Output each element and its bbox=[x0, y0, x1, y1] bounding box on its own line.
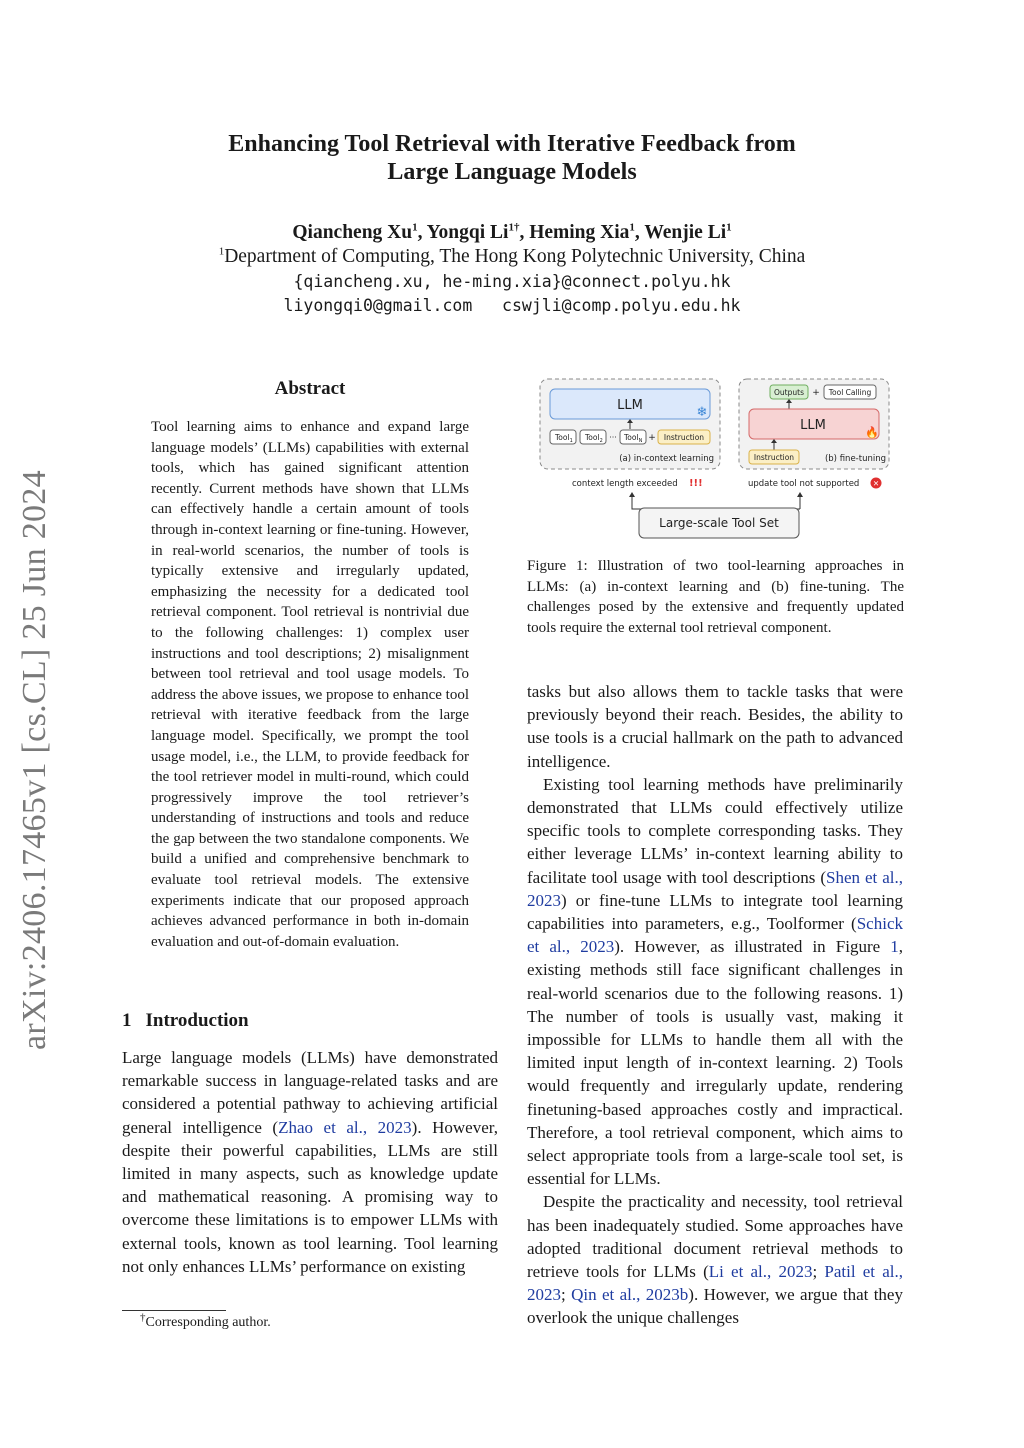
citation-link[interactable]: Schick et al., 2023 bbox=[527, 914, 903, 957]
figure-ref-link[interactable]: 1 bbox=[890, 937, 899, 957]
citation-link[interactable]: Patil et al., 2023 bbox=[527, 1262, 903, 1305]
outputs-label: Outputs bbox=[774, 388, 804, 397]
panel-a-caption: (a) in-context learning bbox=[619, 454, 714, 464]
affiliation bbox=[0, 246, 1024, 268]
title-line-1: Enhancing Tool Retrieval with Iterative Feedback from bbox=[228, 131, 796, 157]
connector-line bbox=[632, 494, 719, 509]
figure-1-caption: Figure 1: Illustration of two tool-learning approaches in LLMs: (a) in-context learning and (b) fine-tuning. The challenges posed by the extensive and frequently updated tools require the external tool retrieval component. bbox=[527, 558, 904, 636]
intro-paragraph-1 bbox=[122, 1046, 498, 1278]
email-line-1: {qiancheng.xu, he-ming.xia}@connect.polyu.hk bbox=[293, 272, 731, 291]
abstract-heading: Abstract bbox=[274, 378, 346, 399]
update-not-supported-label: update tool not supported bbox=[748, 479, 860, 489]
alert-icon: !!! bbox=[689, 478, 703, 489]
affiliation-text: Department of Computing, The Hong Kong Polytechnic University, China bbox=[224, 246, 806, 267]
arrow-head bbox=[629, 492, 635, 497]
author-affil-mark: 1 bbox=[629, 221, 635, 234]
footnote-mark: † bbox=[140, 1311, 146, 1324]
context-exceeded-label: context length exceeded bbox=[572, 479, 678, 489]
author-name: Qiancheng Xu bbox=[292, 222, 413, 243]
tool-label: Tool$_2$ bbox=[585, 433, 603, 444]
intro-paragraph-1-cont bbox=[527, 680, 903, 773]
text-run: ). However, as illustrated in Figure bbox=[614, 937, 891, 957]
text-run: ). However, despite their powerful capabilities, LLMs are still limited in many aspects, such as knowledge update and mathematical reasoning. A promising way to overcome these limitations is to empower LLMs with external tools, known as tool learning. Tool learning not only enhances LLMs’ performance on existing bbox=[122, 1117, 498, 1276]
intro-right-column bbox=[527, 680, 903, 1330]
abstract-text: Tool learning aims to enhance and expand large language models’ (LLMs) capabilities with external tools, which has gained significant attention recently. Current methods have shown that LLMs can effectively handle a certain amount of tools through in-context learning or fine-tuning. However, in real-world scenarios, the number of tools is typically extensive and irregularly updated, emphasizing the necessity for a dedicated tool retrieval component. Tool retrieval is nontrivial due to the following challenges: 1) complex user instructions and tool descriptions; 2) misalignment between tool retrieval and tool usage models. To address the above issues, we propose to enhance tool retrieval with iterative feedback from the large language model. Specifically, we prompt the tool usage model, i.e., the LLM, to provide feedback for the tool retriever model in multi-round, which could progressively improve the tool retriever’s understanding of instructions and tools and reduce the gap between the two standalone components. We build a unified and comprehensive benchmark to evaluate tool retrieval models. The extensive experiments indicate that our proposed approach achieves advanced performance in both in-domain evaluation and out-of-domain evaluation. bbox=[151, 419, 469, 950]
panel-b-caption: (b) fine-tuning bbox=[824, 454, 886, 464]
text-run: ; bbox=[812, 1262, 825, 1282]
section-title: Introduction bbox=[145, 1010, 249, 1031]
instruction-label-a: Instruction bbox=[663, 433, 705, 442]
intro-left-column bbox=[122, 1046, 498, 1278]
flame-icon: 🔥 bbox=[865, 426, 879, 439]
figure-1-diagram bbox=[536, 376, 896, 542]
text-run: Despite the practicality and necessity, tool retrieval has been inadequately studied. Some approaches have adopted traditional document retrieval methods to retrieve tools for LLMs ( bbox=[527, 1192, 903, 1282]
footnote-rule bbox=[122, 1310, 226, 1311]
tool-set-label: Large-scale Tool Set bbox=[659, 516, 779, 530]
intro-paragraph-2 bbox=[527, 773, 903, 1191]
section-heading bbox=[122, 1010, 249, 1032]
author-affil-mark: 1† bbox=[508, 221, 520, 234]
citation-link[interactable]: Li et al., 2023 bbox=[708, 1262, 813, 1282]
intro-paragraph-3 bbox=[527, 1190, 903, 1329]
author-name: Heming Xia bbox=[529, 222, 630, 243]
text-run: tasks but also allows them to tackle tasks that were previously beyond their reach. Besides, the ability to use tools is a crucial hallmark on the path to advanced intelligence. bbox=[527, 682, 903, 771]
author-name: Yongqi Li bbox=[426, 222, 509, 243]
citation-link[interactable]: Shen et al., 2023 bbox=[527, 867, 903, 910]
tool-calling-label: Tool Calling bbox=[828, 388, 872, 397]
email-line-2: liyongqi0@gmail.com cswjli@comp.polyu.edu.hk bbox=[283, 296, 741, 315]
text-run: ; bbox=[561, 1285, 572, 1305]
author-affil-mark: 1 bbox=[412, 221, 418, 234]
section-number: 1 bbox=[122, 1010, 132, 1031]
arxiv-stamp: arXiv:2406.17465v1 [cs.CL] 25 Jun 2024 bbox=[16, 470, 53, 1050]
plus-sign: + bbox=[648, 433, 656, 443]
citation-link[interactable]: Qin et al., 2023b bbox=[571, 1285, 689, 1305]
author-affil-mark: 1 bbox=[726, 221, 732, 234]
llm-label-b: LLM bbox=[800, 418, 826, 433]
text-run: ). However, we argue that they overlook the unique challenges bbox=[527, 1285, 903, 1328]
snowflake-icon: ❄ bbox=[696, 405, 708, 420]
error-icon-glyph: ✕ bbox=[872, 479, 880, 488]
citation-link[interactable]: Zhao et al., 2023 bbox=[278, 1117, 412, 1137]
tool-ellipsis: ··· bbox=[609, 433, 617, 442]
plus-sign: + bbox=[812, 388, 820, 398]
text-run: ) or fine-tune LLMs to integrate tool learning capabilities into parameters, e.g., Toolformer ( bbox=[527, 890, 903, 934]
author-list: Qiancheng Xu$^1$, Yongqi $Li^{1\dagger}$, Heming Xia$^1$, Wenjie Li$^1$ bbox=[292, 221, 732, 243]
tool-label: Tool$_1$ bbox=[555, 433, 573, 444]
affiliation-mark: 1 bbox=[218, 245, 225, 258]
text-run: Existing tool learning methods have preliminarily demonstrated that LLMs could effectively utilize specific tools to complete corresponding tasks. They either leverage LLMs’ in-context learning ability to facilitate tool usage with tool descriptions ( bbox=[527, 774, 903, 887]
title-line-2: Large Language Models bbox=[387, 159, 637, 185]
author-name: Wenjie Li bbox=[644, 222, 727, 243]
llm-label-a: LLM bbox=[617, 398, 643, 413]
paper-title bbox=[0, 130, 1024, 186]
instruction-label-b: Instruction bbox=[753, 453, 795, 462]
footnote-text: Corresponding author. bbox=[145, 1315, 271, 1330]
arrow-head bbox=[797, 492, 803, 497]
text-run: Large language models (LLMs) have demonstrated remarkable success in language-related tasks and are considered a potential pathway to achieving artificial general intelligence ( bbox=[122, 1048, 498, 1137]
text-run: , existing methods still face significant challenges in real-world scenarios due to the following reasons. 1) The number of tools is usually vast, making it impossible for LLMs to handle them all with the limited input length of in-context learning. 2) Tools would frequently and irregularly update, rendering finetuning-based approaches costly and impractical. Therefore, a tool retrieval component, which aims to select appropriate tools from a large-scale tool set, is essential for LLMs. bbox=[527, 937, 903, 1189]
footnote bbox=[140, 1311, 271, 1331]
tool-label: Tool$_N$ bbox=[624, 433, 643, 444]
